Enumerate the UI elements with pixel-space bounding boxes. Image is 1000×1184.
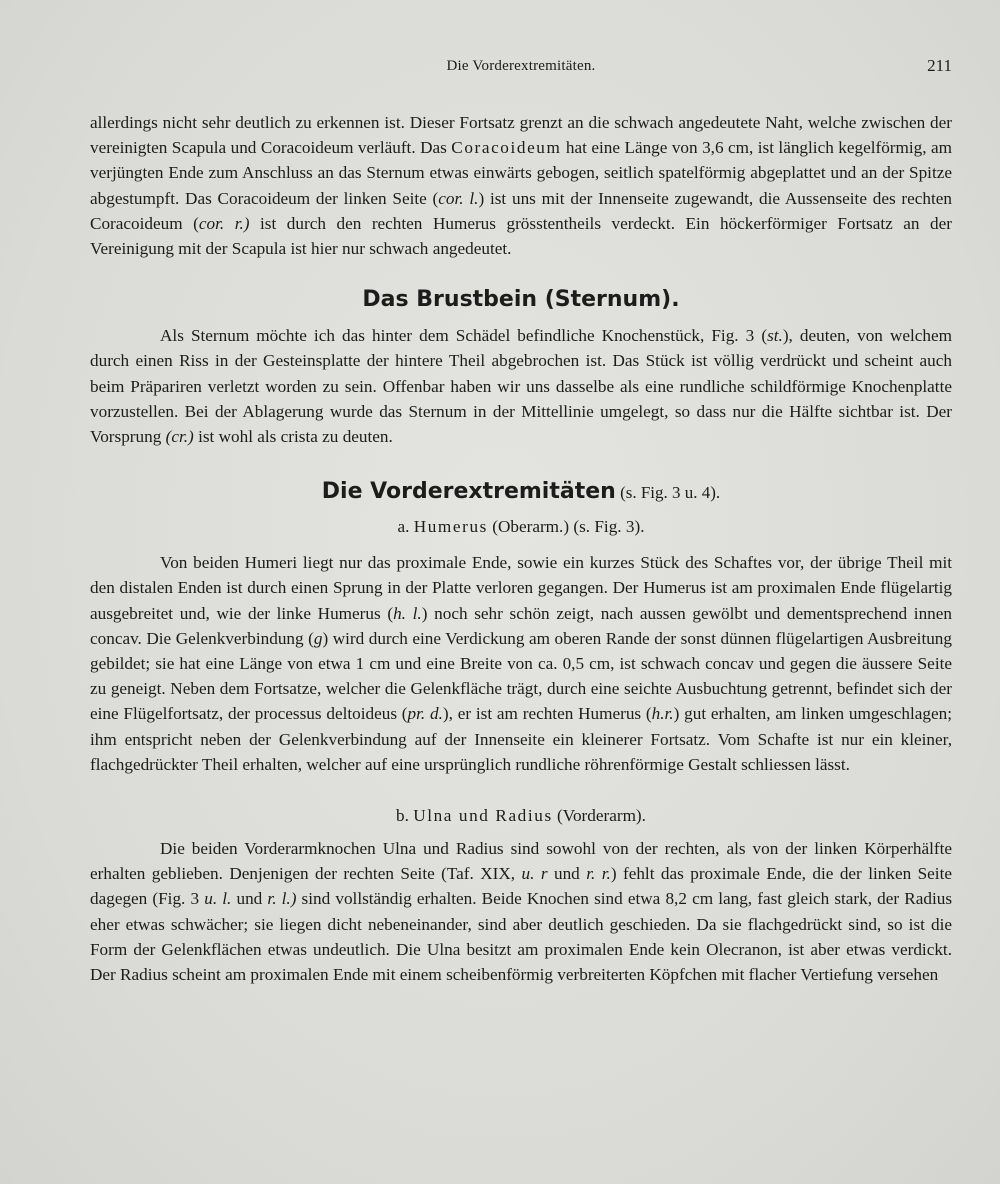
section-title-sternum: Das Brustbein (Sternum).	[362, 287, 680, 313]
text-run: Die beiden Vorderarmknochen Ulna und Radius sind sowohl von der rechten, als von der linken Körperhälfte erhalten geblieben. Denjenigen der rechten Seite (Taf. XIX,	[90, 839, 952, 884]
section-title-vorderextremitaeten	[90, 479, 952, 504]
italic-ref: g	[313, 628, 323, 648]
spaced-term: Humerus	[413, 517, 488, 537]
italic-ref: st.	[767, 326, 783, 346]
subsection-label: b.	[396, 806, 414, 826]
subsection-note: (Oberarm.) (s. Fig. 3).	[487, 517, 645, 537]
italic-ref: u. l.	[204, 889, 232, 909]
text-run: ist wohl als crista zu deuten.	[193, 427, 393, 447]
text-run: Von beiden Humeri liegt nur das proximale Ende, sowie ein kurzes Stück des Schaftes vor, der übrige Theil mit den distalen Enden ist durch einen Sprung in der Platte verloren gegangen. Der Humerus ist am proximalen Ende flügelartig ausgebreitet und, wie der linke Humerus (	[90, 553, 952, 623]
italic-ref: r. l.)	[267, 889, 297, 909]
paragraph-sternum	[90, 323, 952, 449]
text-run: ist durch den rechten Humerus grösstentheils verdeckt. Ein höckerförmiger Fortsatz an der Vereinigung mit der Scapula ist hier nur schwach angedeutet.	[90, 213, 952, 259]
section-title-note: (s. Fig. 3 u. 4).	[615, 483, 721, 503]
paragraph-humerus	[90, 550, 952, 777]
subsection-label: a.	[397, 517, 414, 537]
italic-ref: h. l.	[393, 603, 422, 623]
text-run: Als Sternum möchte ich das hinter dem Schädel befindliche Knochenstück, Fig. 3 (	[160, 326, 768, 346]
italic-ref: h.r.	[651, 704, 674, 724]
text-run: ) noch sehr schön zeigt, nach aussen gewölbt und dementsprechend innen concav. Die Gelenkverbindung (	[90, 603, 952, 648]
italic-ref: u. r	[521, 864, 548, 884]
spaced-term: Coracoideum	[451, 138, 562, 158]
italic-ref: cor. r.)	[198, 213, 250, 233]
text-run: ) gut erhalten, am linken umgeschlagen; ihm entspricht neben der Gelenkverbindung auf der Innenseite ein kleinerer Fortsatz. Vom Schafte ist nur ein kleiner, flachgedrückter Theil erhalten, welcher auf eine ursprünglich rundliche röhrenförmige Gestalt schliessen lässt.	[90, 704, 952, 774]
running-title: Die Vorderextremitäten.	[446, 58, 596, 74]
subsection-title-humerus	[90, 514, 952, 539]
text-run: ) fehlt das proximale Ende, die der linken Seite dagegen (Fig. 3	[90, 864, 952, 909]
italic-ref: r. r.	[586, 864, 611, 884]
text-run: sind vollständig erhalten. Beide Knochen sind etwa 8,2 cm lang, fast gleich stark, der Radius eher etwas schwächer; sie liegen dicht nebeneinander, sind aber deutlich geschieden. Da sie flachgedrückt sind, so ist die Form der Gelenkflächen etwas undeutlich. Die Ulna besitzt am proximalen Ende kein Olecranon, ist aber etwas verdickt. Der Radius scheint am proximalen Ende mit einem scheibenförmig verbreiterten Köpfchen mit flacher Vertiefung versehen	[90, 889, 953, 985]
italic-ref: pr. d.	[407, 704, 443, 724]
text-run: ), deuten, von welchem durch einen Riss in der Gesteinsplatte der hintere Theil abgebrochen ist. Das Stück ist völlig verdrückt und scheint auch beim Präpariren verletzt worden zu sein. Offenbar haben wir uns dasselbe als eine rundliche schildförmige Knochenplatte vorzustellen. Bei der Ablagerung wurde das Sternum in der Mittellinie umgelegt, so dass nur die Hälfte sichtbar ist. Der Vorsprung	[90, 326, 952, 447]
spaced-term: Ulna und Radius	[413, 806, 553, 826]
italic-ref: (cr.)	[165, 427, 194, 447]
text-run: ), er ist am rechten Humerus (	[442, 704, 652, 724]
text-run: hat eine Länge von 3,6 cm, ist länglich kegelförmig, am verjüngten Ende zum Anschluss an das Sternum etwas einwärts gebogen, seitlich spatelförmig abgeplattet und an der Spitze abgestumpft. Das Coracoideum der linken Seite (	[90, 138, 952, 208]
text-run: ) wird durch eine Verdickung am oberen Rande der sonst dünnen flügelartigen Ausbreitung gebildet; sie hat eine Länge von etwa 1 cm und eine Breite von ca. 0,5 cm, ist schwach concav und gegen die äussere Seite zu geneigt. Neben dem Fortsatze, welcher die Gelenkfläche trägt, durch eine seichte Ausbuchtung getrennt, befindet sich der eine Flügelfortsatz, der processus deltoideus (	[90, 628, 952, 724]
subsection-note: (Vorderarm).	[552, 806, 646, 826]
text-run: ) ist uns mit der Innenseite zugewandt, die Aussenseite des rechten Coracoideum (	[90, 188, 952, 233]
italic-ref: cor. l.	[438, 188, 479, 208]
page-number: 211	[927, 56, 952, 75]
text-run: und	[547, 864, 587, 884]
subsection-title-ulna-radius	[90, 803, 952, 828]
paragraph-coracoideum	[90, 110, 952, 261]
page-header	[90, 56, 952, 80]
text-run: allerdings nicht sehr deutlich zu erkennen ist. Dieser Fortsatz grenzt an die schwach angedeutete Naht, welche zwischen der vereinigten Scapula und Coracoideum verläuft. Das	[90, 113, 952, 158]
text-run: und	[231, 889, 268, 909]
page-body	[90, 110, 952, 987]
section-title-text: Die Vorderextremitäten	[321, 479, 616, 505]
paragraph-ulna-radius	[90, 836, 952, 987]
